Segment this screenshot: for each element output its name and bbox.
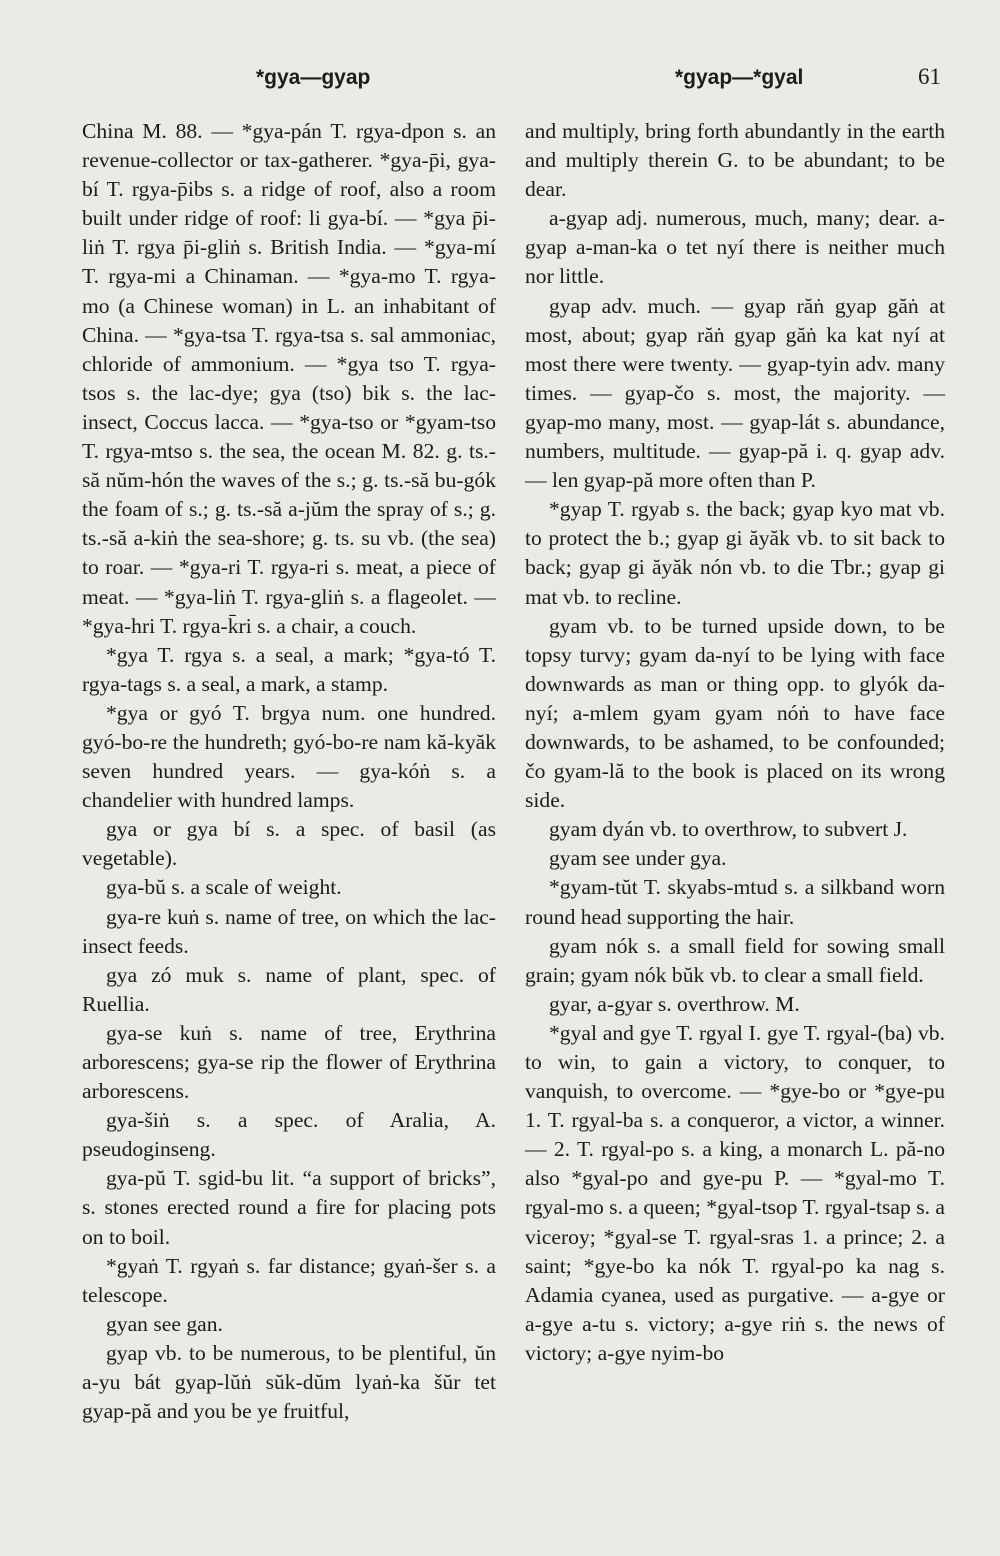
dictionary-entry: gya-bŭ s. a scale of weight. (106, 875, 342, 900)
right-column (525, 117, 945, 1368)
dictionary-entry: gyan see gan. (106, 1311, 223, 1336)
dictionary-entry: gyam nók s. a small field for sowing small grain; gyam nók bŭk vb. to clear a small field. (525, 933, 945, 987)
dictionary-entry: *gyam-tŭt T. skyabs-mtud s. a silkband worn round head supporting the hair. (525, 875, 945, 929)
dictionary-entry: gya or gya bí s. a spec. of basil (as vegetable). (82, 817, 496, 871)
dictionary-entry: gyap vb. to be numerous, to be plentiful, ŭn a-yu bát gyap-lŭṅ sŭk-dŭm lyaṅ-ka šŭr tet gyap-pă and you be ye fruitful, (82, 1340, 496, 1424)
dictionary-entry: gyam see under gya. (549, 846, 727, 871)
dictionary-entry: gya-se kuṅ s. name of tree, Erythrina arborescens; gya-se rip the flower of Erythrina arborescens. (82, 1020, 496, 1104)
dictionary-entry: gyam dyán vb. to overthrow, to subvert J. (549, 817, 908, 842)
dictionary-entry: gya-pŭ T. sgid-bu lit. “a support of bricks”, s. stones erected round a fire for placing pots on to boil. (82, 1166, 496, 1249)
left-column (82, 117, 496, 1426)
dictionary-entry: *gyaṅ T. rgyaṅ s. far distance; gyaṅ-šer s. a telescope. (82, 1253, 496, 1307)
dictionary-entry: *gyap T. rgyab s. the back; gyap kyo mat vb. to protect the b.; gyap gi ăyăk vb. to sit back to back; gyap gi ăyăk nón vb. to die Tbr.; gyap gi mat vb. to recline. (525, 497, 945, 609)
dictionary-entry: *gya or gyó T. brgya num. one hundred. gyó-bo-re the hundreth; gyó-bo-re nam kă-kyăk seven hundred years. — gya-kóṅ s. a chandelier with hundred lamps. (82, 700, 496, 813)
dictionary-entry: a-gyap adj. numerous, much, many; dear. a-gyap a-man-ka o tet nyí there is neither much nor little. (525, 206, 945, 289)
dictionary-entry: China M. 88. — *gya-pán T. rgya-dpon s. an revenue-collector or tax-gatherer. *gya-p̄i, gya-bí T. rgya-p̄ibs s. a ridge of roof, also a room built under ridge of roof: li gya-bí. — *gya p̄i-liṅ T. rgya p̄i-gliṅ s. British India. — *gya-mí T. rgya-mi a Chinaman. — *gya-mo T. rgya-mo (a Chinese woman) in L. an inhabitant of China. — *gya-tsa T. rgya-tsa s. sal ammoniac, chloride of ammonium. — *gya tso T. rgya-tsos s. the lac-dye; gya (tso) bik s. the lac-insect, Coccus lacca. — *gya-tso or *gyam-tso T. rgya-mtso s. the sea, the ocean M. 82. g. ts.-să nŭm-hón the waves of the s.; g. ts.-să bu-gók the foam of s.; g. ts.-să a-jŭm the spray of s.; g. ts.-să a-kiṅ the sea-shore; g. ts. su vb. (the sea) to roar. — *gya-ri T. rgya-ri s. meat, a piece of meat. — *gya-liṅ T. rgya-gliṅ s. a flageolet. — *gya-hri T. rgya-k̄ri s. a chair, a couch. (82, 119, 496, 638)
running-header-right: *gyap—*gyal (675, 66, 804, 89)
dictionary-entry: *gya T. rgya s. a seal, a mark; *gya-tó T. rgya-tags s. a seal, a mark, a stamp. (82, 642, 496, 696)
dictionary-entry: gyam vb. to be turned upside down, to be topsy turvy; gyam da-nyí to be lying with face downwards as man or thing opp. to glyók da-nyí; a-mlem gyam gyam nóṅ to have face downwards, to be ashamed, to be confounded; čo gyam-lă to the book is placed on its wrong side. (525, 613, 945, 813)
dictionary-entry: gya-re kuṅ s. name of tree, on which the lac-insect feeds. (82, 904, 496, 958)
dictionary-entry: *gyal and gye T. rgyal I. gye T. rgyal-(ba) vb. to win, to gain a victory, to conquer, to vanquish, to overcome. — *gye-bo or *gye-pu 1. T. rgyal-ba s. a conqueror, a victor, a winner. — 2. T. rgyal-po s. a king, a monarch L. pă-no also *gyal-po and gye-pu P. — *gyal-mo T. rgyal-mo s. a queen; *gyal-tsop T. rgyal-tsap s. a viceroy; *gyal-se T. rgyal-sras 1. a prince; 2. a saint; *gye-bo ka nók T. rgyal-po ka nag s. Adamia cyanea, used as purgative. — a-gye or a-gye a-tu s. victory; a-gye riṅ s. the news of victory; a-gye nyim-bo (525, 1020, 945, 1365)
dictionary-entry: gyar, a-gyar s. overthrow. M. (549, 991, 800, 1016)
dictionary-entry: gya zó muk s. name of plant, spec. of Ruellia. (82, 962, 496, 1016)
dictionary-entry: gya-šiṅ s. a spec. of Aralia, A. pseudoginseng. (82, 1108, 496, 1162)
running-header-left: *gya—gyap (256, 66, 371, 89)
dictionary-entry: and multiply, bring forth abundantly in the earth and multiply therein G. to be abundant; to be dear. (525, 119, 945, 202)
page-number: 61 (918, 64, 941, 89)
dictionary-entry: gyap adv. much. — gyap răṅ gyap găṅ at most, about; gyap răṅ gyap găṅ ka kat nyí at most there were twenty. — gyap-tyin adv. many times. — gyap-čo s. most, the majority. — gyap-mo many, most. — gyap-lát s. abundance, numbers, multitude. — gyap-pă i. q. gyap adv. — len gyap-pă more often than P. (525, 293, 945, 493)
